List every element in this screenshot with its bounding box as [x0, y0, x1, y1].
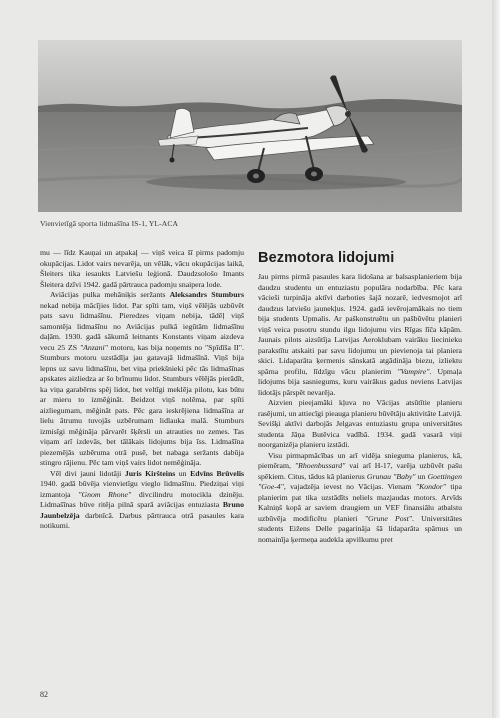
text-run: darbnīcā. Darbus pārtrauca otrā pasaules kara notikumi. — [40, 510, 244, 530]
text-run: vai arī H-17, varēja uzbūvēt pašu spēkiem. Citus, tādus kā planierus — [258, 461, 462, 481]
italic-term: Grunau "Baby" — [366, 471, 416, 481]
text-run: mu — līdz Kauņai un atpakaļ — viņš veica šī pirms padomju okupācijas. Lidot vairs nevarēja, un vēlāk, vācu okupācijas laikā, Šleiters tika iesaukts Latviešu leģionā. Daudzsološo Imants Šleitera dzīvi 1942. gadā pārtrauca padomju snaipera lode. — [40, 248, 244, 289]
paragraph — [40, 290, 244, 469]
section-heading: Bezmotora lidojumi — [258, 250, 395, 266]
left-text-column — [40, 248, 244, 532]
text-run: Jau pirms pirmā pasaules kara lidošana ar balsasplanieriem bija daudzu studentu un entuziastu populāra nodarbība. Pēc kara vācieši turpināja aktīvi darboties šajā nozarē, iedvesmojot arī daudzus latviešu jaunekļus. 1924. gadā ievērojamākais no tiem bija students Upmalis. Ar paškonstruētu un pašbūvētu planieri viņš veica pusotru stundu ilgu lidojumu virs Rīgas līča kāpām. Jaunais pilots aizsūtīja Latvijas Aeroklubam vairāku liecinieku parakstītu atskaiti par savu lidojumu un pievienoja tai planiera skici. Lidaparāta ķermenis sānskatā atgādināja biezu, izliektu spārna profilu, līdzīgu vācu planierim — [258, 272, 462, 376]
aircraft-photo — [38, 40, 462, 212]
paragraph — [40, 469, 244, 532]
italic-term: "Grune Post" — [364, 513, 412, 523]
text-run: , vajadzēja ievest no Vācijas. Vienam — [283, 482, 416, 491]
aircraft-photo-svg — [38, 40, 462, 212]
right-text-column — [258, 272, 462, 545]
text-run: divcilindru motocikla dzinēju. Lidmašīnas būve ritēja pilnā sparā aviācijas entuziasta — [40, 489, 244, 509]
paragraph — [258, 272, 462, 398]
italic-term: "Kondor" — [415, 482, 447, 491]
italic-term: "Vampire" — [397, 366, 430, 376]
text-run: nekad nebija mācījies lidot. Par spīti tam, viņš vēlējās uzbūvēt pats savu lidmašīnu. Pieredzes viņam nebija, tādēļ viņš samontēja lidmašīnu no Aviācijas pulkā iegūtām lidmašīnu daļām. 1930. gadā sākumā leitnants Konstants viņam aizdeva vecu 25 ZS — [40, 300, 244, 352]
photo-caption: Vienvietīgā sporta lidmašīna IS-1, YL-ACA — [40, 219, 179, 228]
page-number: 82 — [40, 690, 48, 699]
text-run: . Upmaļa lidojums bija sasniegums, kuru vairākus gadus neviens Latvijas lidotājs pārspēt nevarēja. — [258, 366, 462, 397]
paragraph — [258, 398, 462, 451]
text-run: . Universitātes students Eižens Delle pagarināja šā lidaparāta spārnus un nomainīja ķermeņa audekla apvilkumu pret — [258, 513, 462, 544]
bold-name: Aleksandrs Stumburs — [169, 290, 244, 299]
italic-term: "Rhoenbussard" — [294, 461, 346, 470]
paragraph — [258, 451, 462, 546]
text-run: motoru, kas bija noņemts no "Spīdīša II". Stumburs motoru uzstādīja jau gatavajā lidmašīnā. Viņš bija lepns uz savu lidmašīnu, bet viņa priekšnieki pēc tās lidmašīnas apskates aizliedza ar šo brīnumu lidot. Stumburs vēlējās pierādīt, ka viņa garabērns spēj lidot, bet veltīgi meklēja pilotu, kas būtu ar mieru to izmēģināt. Beidzot viņš nolēma, par spīti aizliegumam, mēģināt pats. Pēc gara ieskrējiena lidmašīna ar lielu ātrumu tuvojās uzbērumam lidlauka malā. Stumburs izmisīgi mēģināja pārvarēt šķērsli un atrauties no zemes. Tas viņam arī izdevās, bet tālākais lidojums bija īss. Lidmašīna piezemējās uzbēruma otrā pusē, bet nabaga seržants dabūja stingro rājienu. Pēc tam viņš vairs lidot nemēģināja. — [40, 342, 244, 467]
text-run: Aizvien pieejamāki kļuva no Vācijas atsūtītie planieru rasējumi, un attiecīgi pieauga planieru būvētāju aktivitāte Latvijā. Sevišķi aktīvi darbojās Jelgavas entuziastu grupa universitātes studenta Jāņa Butēvica vadībā. 1934. gadā vasarā viņi noorganizēja planieru izstādi. — [258, 398, 462, 449]
bold-name: Juris Kiršteins — [124, 468, 176, 478]
text-run: Visu pirmapmācības un arī vidēja snieguma planierus, kā, piemēram, — [258, 450, 462, 470]
italic-term: Goettingen "Goe-4" — [258, 471, 462, 491]
italic-term: "Gnom Rhone" — [78, 489, 132, 499]
text-run: Aviācijas pulka mehāniķis seržants — [50, 290, 170, 299]
paragraph — [40, 248, 244, 290]
text-run: un — [415, 471, 428, 481]
bold-name: Edvīns Brūvelis — [190, 468, 245, 478]
text-run: un — [175, 468, 191, 478]
bold-name: Bruno Jaunbelzēja — [40, 500, 244, 520]
text-run: tipa planierim pat tika uzstādīts neliels mazjaudas motors. Arvīds Kalniņš kopā ar saviem draugiem un VEF finansiālu atbalstu uzbūvēja modificētu planieri — [258, 482, 462, 523]
page-edge-shadow — [492, 0, 500, 718]
italic-term: "Anzani" — [79, 342, 108, 352]
text-run: 1940. gadā būvēja vienvietīgu vieglo lidmašīnu. Piedziņai viņi izmantoja — [40, 479, 244, 499]
text-run: Vēl divi jauni lidotāji — [50, 468, 125, 478]
